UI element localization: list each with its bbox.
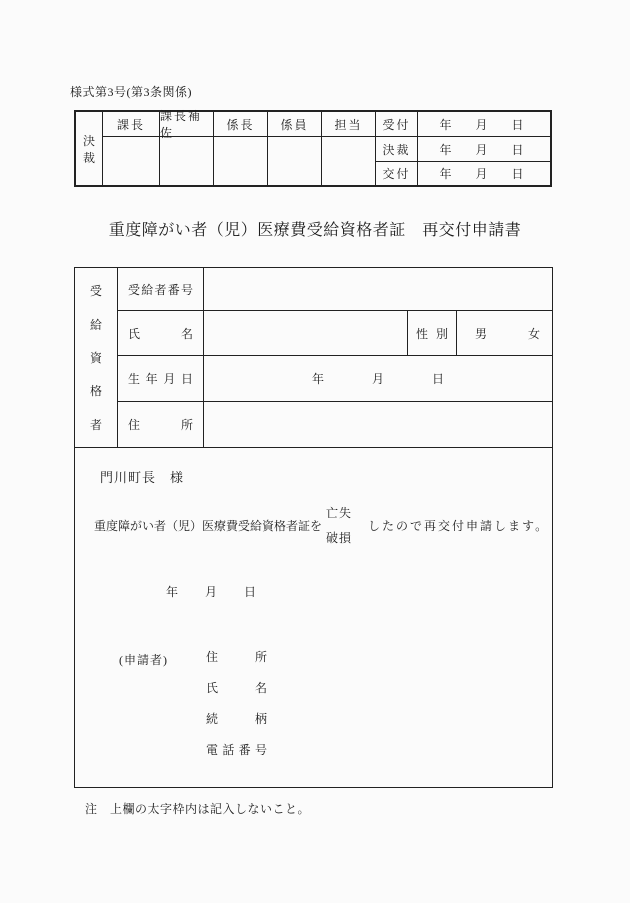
approval-col-header-kakaricho: 係長: [214, 112, 268, 137]
decision-date-cell: [418, 137, 550, 162]
day-label: 日: [511, 117, 524, 132]
year-label: 年: [166, 585, 179, 599]
day-label: 日: [244, 585, 257, 599]
day-label: 日: [511, 167, 524, 181]
side-label-char: 者: [89, 417, 102, 432]
month-label: 月: [475, 142, 488, 157]
recipient-address-label: 住所: [118, 402, 204, 448]
application-statement: [94, 504, 549, 546]
side-label-char: 給: [89, 317, 102, 332]
approval-stamp-cell: [160, 137, 214, 185]
recipient-side-label: [75, 268, 118, 448]
month-label: 月: [371, 372, 384, 386]
gender-option-female: 女: [527, 326, 540, 341]
process-label-decision: 決裁: [376, 137, 418, 162]
addressee: 門川町長 様: [100, 470, 185, 485]
approval-col-header-kakariin: 係員: [268, 112, 322, 137]
approval-stamp-cell: [214, 137, 268, 185]
side-label-char: 資: [89, 350, 102, 365]
approval-stamp-cell: [268, 137, 322, 185]
approval-group-label: [76, 112, 103, 185]
approval-stamp-cell: [103, 137, 160, 185]
side-label-char: 受: [89, 284, 102, 299]
approval-group-char-top: 決: [82, 133, 95, 148]
receipt-date-cell: [418, 112, 550, 137]
recipient-table: [74, 267, 553, 788]
approval-table: [74, 110, 552, 187]
recipient-number-value: [204, 268, 552, 311]
issue-date-cell: [418, 162, 550, 185]
footnote: 注 上欄の太字枠内は記入しないこと。: [85, 802, 311, 816]
approval-col-header-kacho-hosa: 課長補佐: [160, 112, 214, 137]
document-title: 重度障がい者（児）医療費受給資格者証 再交付申請書: [108, 222, 522, 239]
month-label: 月: [475, 117, 488, 132]
approval-col-header-kacho: 課長: [103, 112, 160, 137]
reason-options: [326, 504, 352, 546]
approval-group-char-bottom: 裁: [82, 150, 95, 165]
reason-damaged: 破損: [326, 531, 353, 545]
birthdate-value-cell: [204, 356, 552, 402]
approval-stamp-cell: [322, 137, 376, 185]
applicant-label: (申請者): [119, 653, 168, 667]
birthdate-label: 生年月日: [118, 356, 204, 402]
year-label: 年: [439, 117, 452, 132]
recipient-number-label: 受給者番号: [118, 268, 204, 311]
process-label-issue: 交付: [376, 162, 418, 185]
gender-option-male: 男: [475, 326, 488, 341]
application-date-line: [166, 583, 256, 600]
gender-label: 性別: [408, 311, 457, 356]
statement-prefix: 重度障がい者（児）医療費受給資格者証を: [94, 518, 323, 533]
year-label: 年: [311, 372, 324, 386]
approval-col-header-tanto: 担当: [322, 112, 376, 137]
applicant-relationship-label: 続柄: [206, 712, 267, 726]
form-number: 様式第3号(第3条関係): [70, 85, 192, 99]
applicant-fields: [206, 651, 267, 775]
process-label-receipt: 受付: [376, 112, 418, 137]
reason-lost: 亡失: [326, 506, 353, 520]
year-label: 年: [439, 167, 452, 181]
recipient-name-value: [204, 311, 408, 356]
gender-options-cell: [457, 311, 552, 356]
month-label: 月: [205, 585, 218, 599]
side-label-char: 格: [89, 384, 102, 399]
year-label: 年: [439, 142, 452, 157]
application-section: [75, 448, 552, 787]
applicant-address-label: 住所: [206, 650, 267, 664]
applicant-name-label: 氏名: [206, 681, 267, 695]
day-label: 日: [511, 142, 524, 157]
applicant-phone-label: 電話番号: [206, 743, 267, 757]
month-label: 月: [475, 167, 488, 181]
recipient-name-label: 氏名: [118, 311, 204, 356]
recipient-address-value: [204, 402, 552, 448]
statement-suffix: したので再交付申請します。: [368, 518, 550, 533]
day-label: 日: [432, 372, 445, 386]
